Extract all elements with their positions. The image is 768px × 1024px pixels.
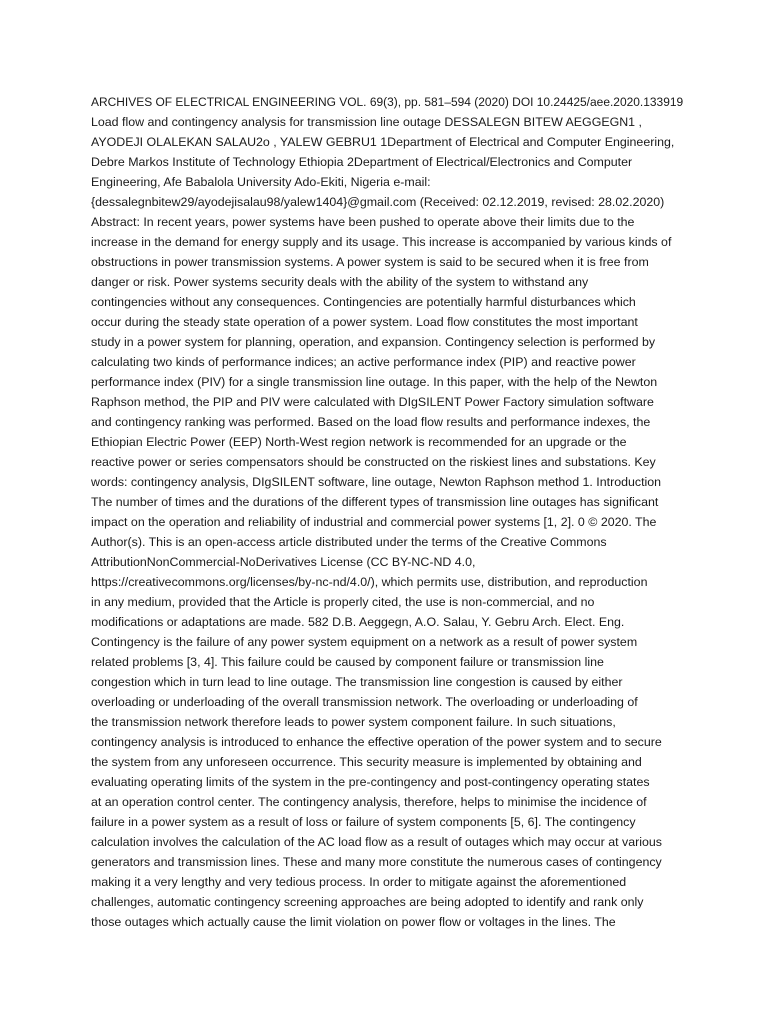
text-line: obstructions in power transmission systems. A power system is said to be secured when it is free from (91, 255, 649, 269)
text-line: contingencies without any consequences. Contingencies are potentially harmful disturbances which (91, 295, 636, 309)
text-line: overloading or underloading of the overall transmission network. The overloading or underloading of (91, 695, 638, 709)
text-line: occur during the steady state operation of a power system. Load flow constitutes the most important (91, 315, 638, 329)
text-line: The number of times and the durations of the different types of transmission line outages has significant (91, 495, 659, 509)
text-line: performance index (PIV) for a single transmission line outage. In this paper, with the help of the Newton (91, 375, 658, 389)
text-line: Ethiopian Electric Power (EEP) North-West region network is recommended for an upgrade or the (91, 435, 627, 449)
text-line: the system from any unforeseen occurrence. This security measure is implemented by obtaining and (91, 755, 642, 769)
text-line: impact on the operation and reliability of industrial and commercial power systems [1, 2]. 0 © 2020. The (91, 515, 657, 529)
text-line: {dessalegnbitew29/ayodejisalau98/yalew1404}@gmail.com (Received: 02.12.2019, revised: 28.02.2020) (91, 195, 665, 209)
text-line: in any medium, provided that the Article is properly cited, the use is non-commercial, and no (91, 595, 595, 609)
text-line: congestion which in turn lead to line outage. The transmission line congestion is caused by either (91, 675, 623, 689)
document-body (91, 92, 684, 932)
text-line: calculating two kinds of performance indices; an active performance index (PIP) and reactive power (91, 355, 636, 369)
text-line: challenges, automatic contingency screening approaches are being adopted to identify and rank only (91, 895, 644, 909)
text-line: evaluating operating limits of the system in the pre-contingency and post-contingency operating states (91, 775, 650, 789)
text-line: contingency analysis is introduced to enhance the effective operation of the power system and to secure (91, 735, 662, 749)
text-line: the transmission network therefore leads to power system component failure. In such situations, (91, 715, 616, 729)
text-line: Author(s). This is an open-access article distributed under the terms of the Creative Commons (91, 535, 607, 549)
text-line: reactive power or series compensators should be constructed on the riskiest lines and substations. Key (91, 455, 656, 469)
text-line: Raphson method, the PIP and PIV were calculated with DIgSILENT Power Factory simulation software (91, 395, 654, 409)
text-line: https://creativecommons.org/licenses/by-nc-nd/4.0/), which permits use, distribution, and reproduction (91, 575, 648, 589)
text-line: Contingency is the failure of any power system equipment on a network as a result of power system (91, 635, 638, 649)
text-line: Engineering, Afe Babalola University Ado-Ekiti, Nigeria e-mail: (91, 175, 431, 189)
text-line: generators and transmission lines. These and many more constitute the numerous cases of contingency (91, 855, 662, 869)
text-line: Load flow and contingency analysis for transmission line outage DESSALEGN BITEW AEGGEGN1 , (91, 115, 642, 129)
text-line: failure in a power system as a result of loss or failure of system components [5, 6]. The contingency (91, 815, 636, 829)
text-line: study in a power system for planning, operation, and expansion. Contingency selection is performed by (91, 335, 656, 349)
text-line: Abstract: In recent years, power systems have been pushed to operate above their limits due to the (91, 215, 635, 229)
text-line: those outages which actually cause the limit violation on power flow or voltages in the lines. The (91, 915, 616, 929)
text-line: increase in the demand for energy supply and its usage. This increase is accompanied by various kinds of (91, 235, 672, 249)
text-line: calculation involves the calculation of the AC load flow as a result of outages which may occur at various (91, 835, 662, 849)
text-line: modifications or adaptations are made. 582 D.B. Aeggegn, A.O. Salau, Y. Gebru Arch. Elect. Eng. (91, 615, 625, 629)
text-line: at an operation control center. The contingency analysis, therefore, helps to minimise the incidence of (91, 795, 647, 809)
text-line: danger or risk. Power systems security deals with the ability of the system to withstand any (91, 275, 589, 289)
text-line: and contingency ranking was performed. Based on the load flow results and performance indexes, the (91, 415, 651, 429)
text-line: words: contingency analysis, DIgSILENT software, line outage, Newton Raphson method 1. Introduction (91, 475, 662, 489)
text-line: AttributionNonCommercial-NoDerivatives License (CC BY-NC-ND 4.0, (91, 555, 476, 569)
text-line: Debre Markos Institute of Technology Ethiopia 2Department of Electrical/Electronics and Computer (91, 155, 633, 169)
text-line: AYODEJI OLALEKAN SALAU2o , YALEW GEBRU1 1Department of Electrical and Computer Engineering, (91, 135, 675, 149)
text-line: making it a very lengthy and very tedious process. In order to mitigate against the aforementioned (91, 875, 627, 889)
text-line: ARCHIVES OF ELECTRICAL ENGINEERING VOL. 69(3), pp. 581–594 (2020) DOI 10.24425/aee.2020.133919 (91, 95, 684, 109)
text-line: related problems [3, 4]. This failure could be caused by component failure or transmission line (91, 655, 604, 669)
